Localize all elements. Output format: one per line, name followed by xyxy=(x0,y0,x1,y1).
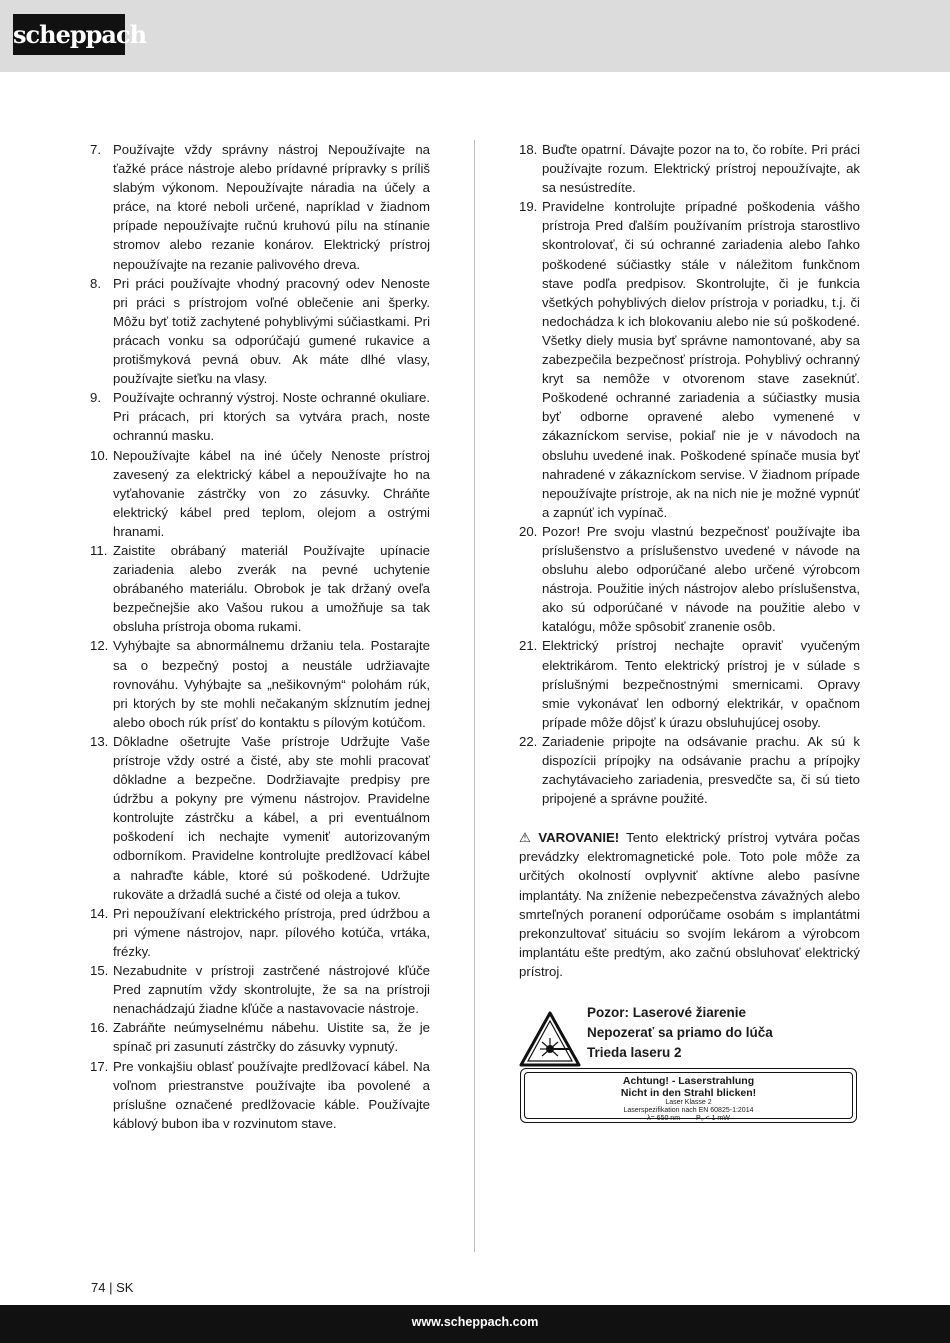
list-item xyxy=(90,1018,430,1056)
list-item xyxy=(90,732,430,904)
footer-url: www.scheppach.com xyxy=(411,1315,539,1329)
page-number-separator: | xyxy=(109,1280,113,1295)
list-item xyxy=(90,541,430,636)
header-band xyxy=(0,0,950,72)
emf-warning xyxy=(519,828,860,981)
page-number xyxy=(91,1280,133,1295)
warning-icon: ⚠ xyxy=(519,830,535,846)
list-item xyxy=(90,140,430,274)
list-item xyxy=(90,1057,430,1133)
list-item-text: Zabráňte neúmyselnému nábehu. Uistite sa, že je spínač pri zasunutí zástrčky do zásuvky vypnutý. xyxy=(113,1020,430,1055)
laser-hazard-icon xyxy=(519,1011,581,1067)
list-item-text: Vyhýbajte sa abnormálnemu držaniu tela. Postarajte sa o bezpečný postoj a neustále udržiavajte rovnováhu. Vyhýbajte sa „nešikovným“ polohám rúk, pri ktorých by ste mohli nečakaným skĺznutím jednej alebo oboch rúk prísť do kontaktu s pílovým kotúčom. xyxy=(113,638,430,730)
laser-class-label xyxy=(520,1068,857,1123)
column-divider xyxy=(474,140,475,1252)
laser-wavelength: λ= 650 nm xyxy=(647,1115,681,1123)
laser-label-line-4: Laserspezifikation nach EN 60825-1:2014 xyxy=(623,1107,754,1115)
list-item xyxy=(519,140,860,197)
warning-heading: VAROVANIE! xyxy=(538,830,620,846)
list-item-text: Používajte vždy správny nástroj Nepoužívajte na ťažké práce nástroje alebo prídavné prípravky s príliš slabým výkonom. Nepoužívajte náradia na účely a práce, na ktoré neboli určené, napríklad v žiadnom prípade nepoužívajte ručnú kruhovú pílu na stínanie stromov alebo rezanie konárov. Elektrický prístroj nepoužívajte na rezanie palivového dreva. xyxy=(113,142,430,272)
list-item-text: Elektrický prístroj nechajte opraviť vyučeným elektrikárom. Tento elektrický prístroj je v súlade s príslušnými bezpečnostnými smernicami. Opravy smie vykonávať len odborný elektrikár, v opačnom prípade môže dôjsť k úrazu obsluhujúcej osoby. xyxy=(542,638,860,730)
list-item xyxy=(519,636,860,731)
list-item xyxy=(90,904,430,961)
list-item xyxy=(90,388,430,445)
laser-label-line-3: Laser Klasse 2 xyxy=(665,1099,712,1107)
laser-caption-line-2: Nepozerať sa priamo do lúča xyxy=(587,1025,773,1041)
safety-list-left xyxy=(90,140,430,1133)
list-item-text: Pre vonkajšiu oblasť používajte predlžovací kábel. Na voľnom priestranstve používajte iba povolené a príslušne označené predlžovacie káble. Používajte káblový bubon iba v rozvinutom stave. xyxy=(113,1058,430,1131)
warning-text: Tento elektrický prístroj vytvára počas prevádzky elektromagnetické pole. Toto pole môže za určitých okolností ovplyvniť aktívne alebo pasívne implantáty. Na zníženie nebezpečenstva závažných alebo smrteľných poranení odporúčame osobám s implantátmi prekonzultovať situáciu so svojím lekárom a výrobcom implantátu ešte predtým, ako začnú obsluhovať elektrický prístroj. xyxy=(519,830,860,979)
list-item-text: Zariadenie pripojte na odsávanie prachu. Ak sú k dispozícii prípojky na odsávanie prachu a prípojky zachytávacieho zariadenia, presvedčte sa, či sú tieto pripojené a správne použité. xyxy=(542,733,860,807)
list-item xyxy=(90,636,430,731)
list-item-text: Používajte ochranný výstroj. Noste ochranné okuliare. Pri prácach, pri ktorých sa vytvára prach, noste ochrannú masku. xyxy=(113,390,430,444)
list-item-number: 14. xyxy=(90,905,109,921)
laser-caption-line-3: Trieda laseru 2 xyxy=(587,1045,682,1061)
left-column xyxy=(90,140,430,1133)
scheppach-logo: scheppach xyxy=(13,14,125,55)
list-item-number: 22. xyxy=(519,733,538,749)
list-item-number: 16. xyxy=(90,1020,109,1036)
list-item-number: 10. xyxy=(90,447,109,463)
page-number-value: 74 xyxy=(91,1280,106,1295)
list-item xyxy=(519,197,860,522)
laser-label-specs xyxy=(525,1115,852,1123)
list-item-text: Nepoužívajte kábel na iné účely Nenoste prístroj zavesený za elektrický kábel a nepoužívajte ho na vyťahovanie zástrčky von zo zásuvky. Chráňte elektrický kábel pred teplom, olejom a ostrými hranami. xyxy=(113,447,430,539)
right-column xyxy=(519,140,860,1133)
list-item-text: Pravidelne kontrolujte prípadné poškodenia vášho prístroja Pred ďalším používaním prístroja starostlivo skontrolovať, či sú ochranné zariadenia alebo ľahko poškodené súčiastky stále v náležitom funkčnom stave podľa predpisov. Skontrolujte, či je funkcia všetkých pohyblivých dielov prístroja v poriadku, t.j. či nedochádza k ich blokovaniu alebo nie sú poškodené. Všetky diely musia byť správne namontované, aby sa zabezpečila bezpečnosť prístroja. Pohyblivý ochranný kryt sa nemôže v otvorenom stave zaseknúť. Poškodené ochranné zariadenia a súčiastky musia byť odborne opravené alebo vymenené v zákazníckom servise, pokiaľ nie je v návodoch na obsluhu uvedené inak. Poškodené spínače musia byť nahradené v zákazníckom servise. V žiadnom prípade nepoužívajte prístroje, ak na nich nie je možné vypnúť a zapnúť ich vypínač. xyxy=(542,199,860,520)
laser-power: P₀ < 1 mW xyxy=(696,1115,730,1123)
safety-list-right xyxy=(519,140,860,808)
list-item-number: 12. xyxy=(90,638,109,654)
list-item xyxy=(90,446,430,541)
list-item-text: Dôkladne ošetrujte Vaše prístroje Udržujte Vaše prístroje vždy ostré a čisté, aby ste mohli pracovať dôkladne a bezpečne. Dodržiavajte predpisy pre údržbu a pokyny pre výmenu nástrojov. Pravidelne kontrolujte zástrčku a kábel, a pri eventuálnom poškodení ich nechajte vymeniť autorizovaným odborníkom. Pravidelne kontrolujte predlžovací kábel a nahraďte káble, ktoré sú poškodené. Udržujte rukoväte a držadlá suché a čisté od oleja a tukov. xyxy=(113,733,430,902)
list-item xyxy=(519,522,860,637)
laser-caption-line-1: Pozor: Laserové žiarenie xyxy=(587,1005,747,1021)
list-item-number: 9. xyxy=(90,390,101,406)
laser-warning-block xyxy=(519,1003,860,1133)
list-item-number: 17. xyxy=(90,1058,109,1074)
laser-label-line-2: Nicht in den Strahl blicken! xyxy=(620,1087,757,1100)
language-code: SK xyxy=(116,1280,134,1295)
list-item-text: Buďte opatrní. Dávajte pozor na to, čo robíte. Pri práci používajte rozum. Elektrický prístroj nepoužívajte, ak sa nesústredíte. xyxy=(542,142,860,196)
laser-label-line-1: Achtung! - Laserstrahlung xyxy=(622,1075,755,1088)
list-item xyxy=(90,274,430,389)
list-item-number: 20. xyxy=(519,523,538,539)
list-item-number: 13. xyxy=(90,733,109,749)
list-item-text: Pri práci používajte vhodný pracovný odev Nenoste pri práci s prístrojom voľné oblečenie ani šperky. Môžu byť totiž zachytené pohyblivými súčiastkami. Pri prácach vonku sa odporúčajú gumené rukavice a protišmyková pevná obuv. Ak máte dlhé vlasy, používajte sieťku na vlasy. xyxy=(113,275,430,387)
list-item-text: Pri nepoužívaní elektrického prístroja, pred údržbou a pri výmene nástrojov, napr. pílového kotúča, vrtáka, frézky. xyxy=(113,905,430,959)
list-item-number: 21. xyxy=(519,638,538,654)
list-item-number: 15. xyxy=(90,963,109,979)
laser-caption xyxy=(587,1003,773,1063)
list-item xyxy=(519,732,860,808)
list-item-number: 11. xyxy=(90,542,108,558)
list-item-text: Nezabudnite v prístroji zastrčené nástrojové kľúče Pred zapnutím vždy skontrolujte, že sa na prístroji nenachádzajú žiadne kľúče a nastavovacie nástroje. xyxy=(113,963,430,1017)
list-item xyxy=(90,961,430,1018)
list-item-number: 19. xyxy=(519,199,538,215)
list-item-number: 18. xyxy=(519,142,538,157)
list-item-text: Zaistite obrábaný materiál Používajte upínacie zariadenia alebo zverák na pevné uchytenie obrábaného materiálu. Obrobok je tak držaný oveľa bezpečnejšie ako Vašou rukou a umožňuje sa tak obsluha prístroja oboma rukami. xyxy=(113,542,430,635)
list-item-text: Pozor! Pre svoju vlastnú bezpečnosť používajte iba príslušenstvo a príslušenstvo uvedené v návode na obsluhu alebo odporúčané alebo určené výrobcom nástroja. Použitie iných nástrojov alebo príslušenstva, ako sú odporúčané v návode na použitie alebo v katalógu, môže spôsobiť zranenie osôb. xyxy=(542,523,860,635)
list-item-number: 7. xyxy=(90,142,101,157)
list-item-number: 8. xyxy=(90,275,101,291)
